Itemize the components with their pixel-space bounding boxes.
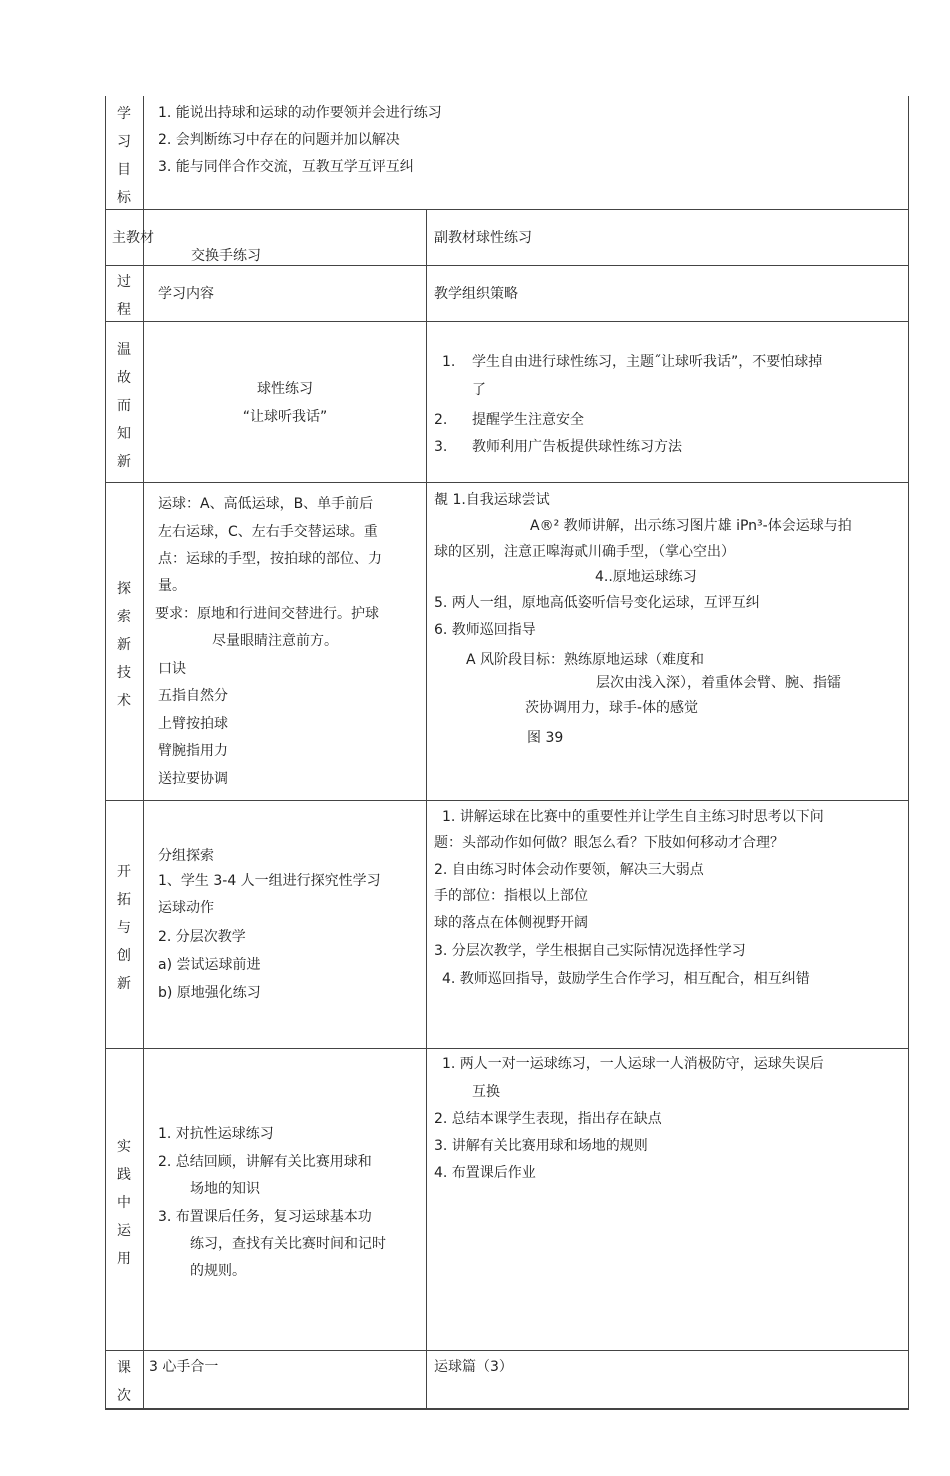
review-strategy-num: 3. [434, 439, 448, 455]
practice-content-line: 1. 对抗性运球练习 [158, 1126, 274, 1142]
review-content: 球性练习 [257, 381, 313, 397]
create-strategy-line: 手的部位：指根以上部位 [434, 888, 588, 904]
explore-side-label: 探 索 新 技 术 [117, 581, 131, 709]
explore-content-line: 点：运球的手型，按拍球的部位、力 [158, 551, 382, 567]
goal-item: 3. 能与同伴合作交流，互教互学互评互纠 [158, 159, 414, 175]
process-side-label: 过 程 [117, 274, 131, 318]
goal-item: 1. 能说出持球和运球的动作要领并会进行练习 [158, 105, 442, 121]
grid-line [105, 209, 909, 210]
review-strategy-text: 教师利用广告板提供球性练习方法 [472, 439, 682, 455]
content-header: 学习内容 [158, 286, 214, 302]
sub-material: 副教材球性练习 [434, 230, 532, 246]
explore-strategy-line: A®² 教师讲解，出示练习图片雄 iPn³-体会运球与拍 [530, 518, 852, 534]
create-strategy-line: 4. 教师巡回指导，鼓励学生合作学习，相互配合，相互纠错 [442, 971, 810, 987]
review-strategy-text: 学生自由进行球性练习，主题˝让球听我话”，不要怕球掉 [472, 354, 823, 370]
explore-strategy-line: 5. 两人一组，原地高低姿听信号变化运球，互评互纠 [434, 595, 760, 611]
practice-content-line: 练习，查找有关比赛时间和记时 [190, 1236, 386, 1252]
explore-strategy-line: 茨协调用力，球手-体的感觉 [525, 700, 699, 716]
create-strategy-line: 3. 分层次教学，学生根据自己实际情况选择性学习 [434, 943, 746, 959]
practice-strategy-line: 互换 [472, 1084, 500, 1100]
grid-line [105, 321, 909, 322]
grid-line [908, 96, 909, 1410]
explore-content-line: 要求：原地和行进间交替进行。护球 [155, 606, 379, 622]
review-strategy-num: 2. [434, 412, 448, 428]
explore-strategy-line: A 风阶段目标：熟练原地运球（难度和 [466, 652, 705, 668]
strategy-header: 教学组织策略 [434, 286, 518, 302]
explore-content-line: 上臂按拍球 [158, 716, 228, 732]
explore-content-line: 运球：A、高低运球，B、单手前后 [158, 496, 374, 512]
grid-line [105, 1048, 909, 1049]
review-strategy-text: 了 [472, 382, 486, 398]
create-content-line: a) 尝试运球前进 [158, 957, 261, 973]
explore-content-line: 送拉要协调 [158, 771, 228, 787]
practice-strategy-line: 4. 布置课后作业 [434, 1165, 536, 1181]
explore-strategy-line: 4..原地运球练习 [595, 569, 697, 585]
create-content-line: 运球动作 [158, 900, 214, 916]
review-content: “让球听我话” [242, 409, 328, 425]
grid-line [105, 800, 909, 801]
main-material-value: 交换手练习 [191, 248, 261, 264]
grid-line [143, 96, 144, 1410]
practice-content-line: 3. 布置课后任务，复习运球基本功 [158, 1209, 372, 1225]
explore-content-line: 左右运球，C、左右手交替运球。重 [158, 524, 378, 540]
create-content-line: b) 原地强化练习 [158, 985, 261, 1001]
practice-side-label: 实 践 中 运 用 [117, 1139, 131, 1267]
practice-strategy-line: 2. 总结本课学生表现，指出存在缺点 [434, 1111, 662, 1127]
practice-content-line: 2. 总结回顾，讲解有关比赛用球和 [158, 1154, 372, 1170]
explore-strategy-line: 6. 教师巡回指导 [434, 622, 536, 638]
grid-line [105, 1350, 909, 1351]
create-content-line: 分组探索 [158, 848, 214, 864]
grid-line [426, 209, 427, 1410]
create-strategy-line: 球的落点在体侧视野开阔 [434, 915, 588, 931]
practice-content-line: 的规则。 [190, 1263, 246, 1279]
explore-content-line: 口诀 [158, 661, 186, 677]
main-material-label: 主教材 [112, 230, 154, 246]
review-strategy-num: 1. [442, 354, 456, 370]
grid-line [105, 482, 909, 483]
lesson-title: 3 心手合一 [149, 1359, 219, 1375]
goals-side-label: 学 习 目 标 [117, 106, 131, 206]
create-strategy-line: 2. 自由练习时体会动作要领，解决三大弱点 [434, 862, 704, 878]
review-strategy-text: 提醒学生注意安全 [472, 412, 584, 428]
review-side-label: 温 故 而 知 新 [117, 342, 131, 470]
explore-strategy-line: 球的区别，注意正嗥海贰川确手型，（掌心空出） [434, 544, 735, 560]
practice-content-line: 场地的知识 [190, 1181, 260, 1197]
grid-line [105, 1408, 909, 1410]
practice-strategy-line: 1. 两人一对一运球练习，一人运球一人消极防守，运球失误后 [442, 1056, 824, 1072]
create-strategy-line: 1. 讲解运球在比赛中的重要性并让学生自主练习时思考以下问 [442, 809, 824, 825]
explore-strategy-line: 覩 1.自我运球尝试 [434, 492, 550, 508]
explore-content-line: 五指自然分 [158, 688, 228, 704]
explore-strategy-line: 图 39 [527, 730, 564, 746]
create-content-line: 1、学生 3-4 人一组进行探究性学习 [158, 873, 381, 889]
create-content-line: 2. 分层次教学 [158, 929, 246, 945]
explore-content-line: 尽量眼睛注意前方。 [212, 633, 338, 649]
lesson-series: 运球篇（3） [434, 1359, 513, 1375]
explore-content-line: 臂腕指用力 [158, 743, 228, 759]
practice-strategy-line: 3. 讲解有关比赛用球和场地的规则 [434, 1138, 648, 1154]
explore-content-line: 量。 [158, 578, 186, 594]
lesson-side-label: 课 次 [117, 1360, 131, 1404]
create-side-label: 开 拓 与 创 新 [117, 864, 131, 992]
explore-strategy-line: 层次由浅入深），着重体会臂、腕、指镭 [596, 675, 841, 691]
goal-item: 2. 会判断练习中存在的问题并加以解决 [158, 132, 400, 148]
create-strategy-line: 题：头部动作如何做？眼怎么看？下肢如何移动才合理？ [434, 835, 784, 851]
